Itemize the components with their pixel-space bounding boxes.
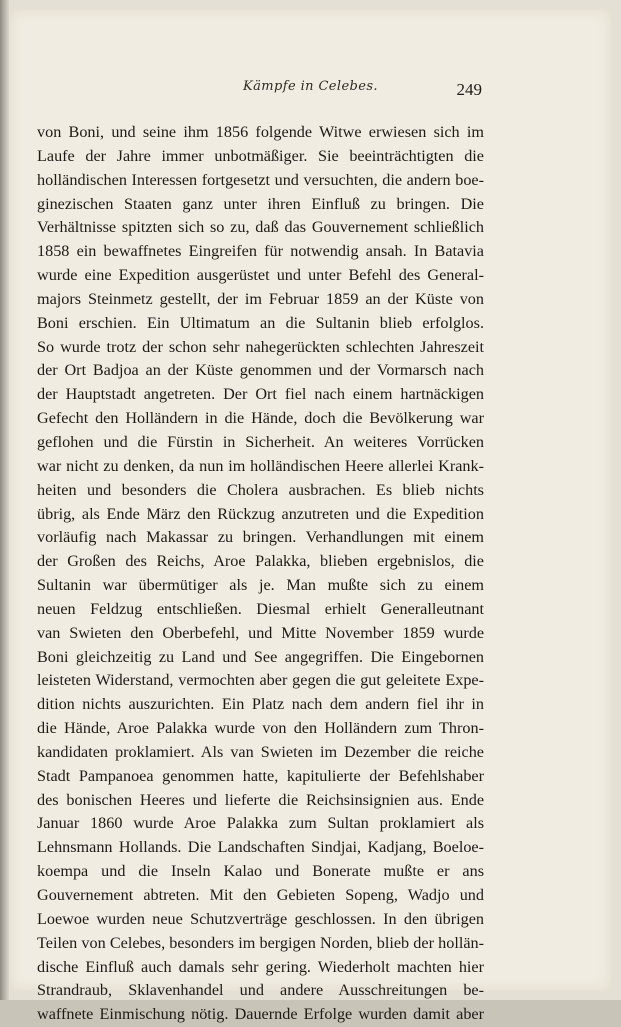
text-line: Stadt Pampanoea genommen hatte, kapitulierte der Befehlshaber	[37, 766, 484, 785]
body-text	[37, 121, 484, 1027]
page-sheet	[9, 9, 612, 1024]
text-line: Laufe der Jahre immer unbotmäßiger. Sie beeinträchtigten die	[37, 146, 484, 165]
text-line: geflohen und die Fürstin in Sicherheit. An weiteres Vorrücken	[37, 432, 484, 451]
text-line: Sultanin war übermütiger als je. Man mußte sich zu einem	[37, 576, 484, 595]
text-line: leisteten Widerstand, vermochten aber gegen die gut geleitete Expe-	[37, 671, 484, 690]
page-header	[9, 79, 612, 103]
text-line: 1858 ein bewaffnetes Eingreifen für notwendig ansah. In Batavia	[37, 242, 484, 261]
text-line: war nicht zu denken, da nun im holländischen Heere allerlei Krank-	[37, 456, 484, 475]
text-line: holländischen Interessen fortgesetzt und versuchten, die andern boe-	[37, 170, 484, 189]
text-line: Verhältnisse spitzten sich so zu, daß das Gouvernement schließlich	[37, 218, 484, 237]
text-line: majors Steinmetz gestellt, der im Februar 1859 an der Küste von	[37, 289, 484, 308]
text-line: Strandraub, Sklavenhandel und andere Ausschreitungen be-	[37, 981, 484, 1000]
text-line: Januar 1860 wurde Aroe Palakka zum Sultan proklamiert als	[37, 814, 484, 833]
text-line: der Ort Badjoa an der Küste genommen und der Vormarsch nach	[37, 361, 484, 380]
text-line: van Swieten den Oberbefehl, und Mitte November 1859 wurde	[37, 623, 484, 642]
text-line: heiten und besonders die Cholera ausbrachen. Es blieb nichts	[37, 480, 484, 499]
page-number: 249	[456, 80, 482, 99]
book-binding-edge	[0, 0, 9, 1000]
text-line: von Boni, und seine ihm 1856 folgende Witwe erwiesen sich im	[37, 123, 484, 141]
text-line: Boni gleichzeitig zu Land und See angegriffen. Die Eingebornen	[37, 647, 484, 666]
text-line: übrig, als Ende März den Rückzug anzutreten und die Expedition	[37, 504, 484, 523]
text-line: Loewoe wurden neue Schutzverträge geschlossen. In den übrigen	[37, 909, 484, 928]
text-line: wurde eine Expedition ausgerüstet und unter Befehl des General-	[37, 266, 484, 285]
text-line: dische Einfluß auch damals sehr gering. Wiederholt machten hier	[37, 957, 484, 976]
text-line: ginezischen Staaten ganz unter ihren Einfluß zu bringen. Die	[37, 194, 484, 213]
text-line: vorläufig nach Makassar zu bringen. Verhandlungen mit einem	[37, 528, 484, 547]
text-line: So wurde trotz der schon sehr nahegerückten schlechten Jahreszeit	[37, 337, 484, 356]
text-line: des bonischen Heeres und lieferte die Reichsinsignien aus. Ende	[37, 790, 484, 809]
text-line: Gouvernement abtreten. Mit den Gebieten Sopeng, Wadjo und	[37, 886, 484, 904]
text-line: dition nichts auszurichten. Ein Platz nach dem andern fiel ihr in	[37, 695, 484, 714]
text-line: Teilen von Celebes, besonders im bergigen Norden, blieb der hollän-	[37, 933, 484, 952]
text-line: Boni erschien. Ein Ultimatum an die Sultanin blieb erfolglos.	[37, 313, 484, 332]
text-line: neuen Feldzug entschließen. Diesmal erhielt Generalleutnant	[37, 599, 484, 618]
text-line: kandidaten proklamiert. Als van Swieten im Dezember die reiche	[37, 742, 484, 761]
text-line: die Hände, Aroe Palakka wurde von den Holländern zum Thron-	[37, 719, 484, 738]
running-title: Kämpfe in Celebes.	[243, 79, 378, 94]
text-line: der Großen des Reichs, Aroe Palakka, blieben ergebnislos, die	[37, 552, 484, 571]
text-line: Gefecht den Holländern in die Hände, doch die Bevölkerung war	[37, 409, 484, 428]
text-line: Lehnsmann Hollands. Die Landschaften Sindjai, Kadjang, Boeloe-	[37, 838, 484, 857]
text-line: der Hauptstadt angetreten. Der Ort fiel nach einem hartnäckigen	[37, 385, 484, 404]
text-line: waffnete Einmischung nötig. Dauernde Erfolge wurden damit aber	[37, 1005, 484, 1024]
text-line: koempa und die Inseln Kalao und Bonerate mußte er ans	[37, 862, 484, 881]
